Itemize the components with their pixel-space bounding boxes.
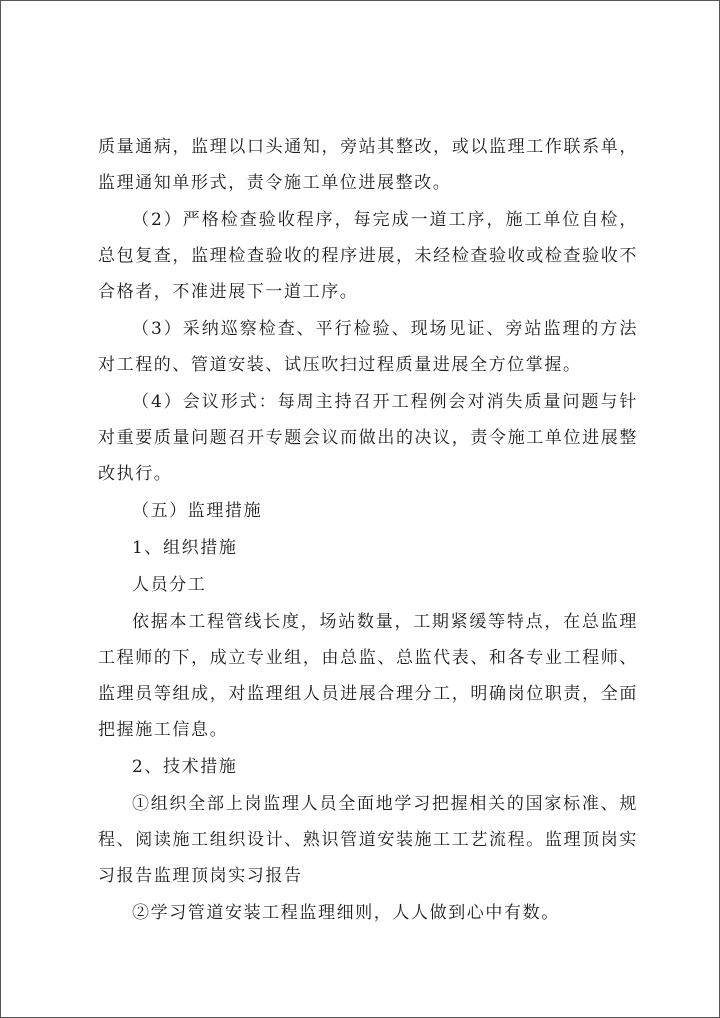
paragraph-staff-organization: 依据本工程管线长度，场站数量，工期紧缓等特点，在总监理工程师的下，成立专业组，由总监、总监代表、和各专业工程师、监理员等组成，对监理组人员进展合理分工，明确岗位职责，全面把握施工信息。 (98, 612, 638, 740)
paragraph-meeting-format: （4）会议形式：每周主持召开工程例会对消失质量问题与针对重要质量问题召开专题会议而做出的决议，责令施工单位进展整改执行。 (98, 392, 638, 484)
paragraph-supervision-rules: ②学习管道安装工程监理细则，人人做到心中有数。 (132, 903, 560, 923)
section-heading-supervision-measures: （五）监理措施 (132, 501, 263, 521)
subheading-staff-division: 人员分工 (132, 575, 207, 595)
subheading-technical-measures: 2、技术措施 (132, 757, 238, 777)
paragraph-quality-defects: 质量通病，监理以口头通知，旁站其整改，或以监理工作联系单，监理通知单形式，责令施工单位进展整改。 (98, 137, 638, 193)
subheading-organizational-measures: 1、组织措施 (132, 538, 238, 558)
paragraph-inspection-procedure: （2）严格检查验收程序，每完成一道工序，施工单位自检，总包复查，监理检查验收的程序进展，未经检查验收或检查验收不合格者，不准进展下一道工序。 (98, 210, 638, 302)
paragraph-inspection-methods: （3）采纳巡察检查、平行检验、现场见证、旁站监理的方法对工程的、管道安装、试压吹扫过程质量进展全方位掌握。 (98, 319, 638, 375)
document-body (98, 129, 638, 931)
paragraph-technical-study: ①组织全部上岗监理人员全面地学习把握相关的国家标准、规程、阅读施工组织设计、熟识管道安装施工工艺流程。监理顶岗实习报告监理顶岗实习报告 (98, 794, 638, 886)
